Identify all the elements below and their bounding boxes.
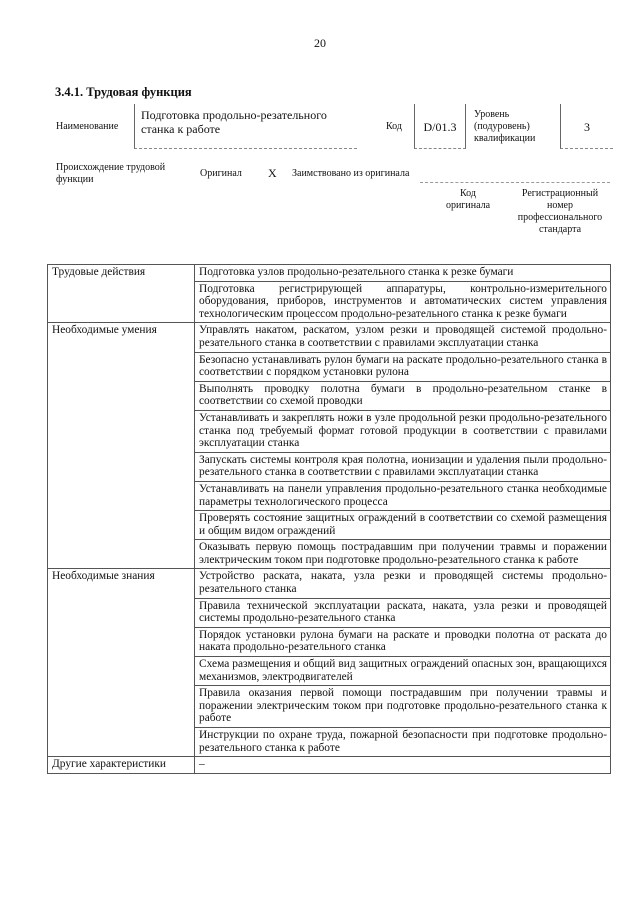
section-label-actions: Трудовые действия — [48, 265, 195, 323]
table-cell: Подготовка регистрирующей аппаратуры, контрольно-измерительного оборудования, приборов, инструментов и автоматических систем управления технологическим процессом продольно-резательного станка к резке бумаги — [195, 281, 611, 323]
original-label: Оригинал — [200, 168, 242, 179]
table-cell: Правила технической эксплуатации раската, наката, узла резки и проводящей системы продольно-резательного станка — [195, 598, 611, 627]
level-value: 3 — [584, 120, 590, 134]
section-label-skills: Необходимые умения — [48, 323, 195, 569]
table-cell: Проверять состояние защитных ограждений в соответствии со схемой размещения и общим видом ограждений — [195, 511, 611, 540]
section-label-other: Другие характеристики — [48, 757, 195, 774]
code-label: Код — [386, 121, 402, 132]
table-row — [48, 323, 611, 352]
borrowed-label: Заимствовано из оригинала — [292, 168, 410, 179]
table-cell: Запускать системы контроля края полотна, ионизации и удаления пыли продольно-резательного станка в соответствии с правилами эксплуатации станка — [195, 452, 611, 481]
section-label-knowledge: Необходимые знания — [48, 569, 195, 757]
table-row — [48, 569, 611, 598]
section-title: 3.4.1. Трудовая функция — [55, 85, 192, 99]
code-box — [414, 104, 466, 149]
table-cell: Схема размещения и общий вид защитных ограждений опасных зон, вращающихся механизмов, электродвигателей — [195, 657, 611, 686]
table-cell: Управлять накатом, раскатом, узлом резки и проводящей системой продольно-резательного станка в соответствии с правилами эксплуатации станка — [195, 323, 611, 352]
table-cell: Подготовка узлов продольно-резательного станка к резке бумаги — [195, 265, 611, 282]
code-value: D/01.3 — [423, 120, 457, 134]
origin-label: Происхождение трудовой функции — [56, 162, 166, 185]
table-cell: Инструкции по охране труда, пожарной безопасности при подготовке продольно-резательного станка к работе — [195, 728, 611, 757]
level-box — [560, 104, 613, 149]
reg-number-caption: Регистрационный номер профессионального стандарта — [517, 188, 603, 235]
page-number: 20 — [314, 36, 326, 50]
table-cell: Устанавливать на панели управления продольно-резательного станка необходимые параметры технологического процесса — [195, 481, 611, 510]
function-table — [47, 264, 611, 774]
origin-line — [420, 160, 610, 183]
function-name: Подготовка продольно-резательного станка к работе — [141, 108, 327, 136]
table-cell: Оказывать первую помощь пострадавшим при получении травмы и поражении электрическим током при подготовке продольно-резательного станка к работе — [195, 540, 611, 569]
table-cell: Правила оказания первой помощи пострадавшим при получении травмы и поражении электрическим током при подготовке продольно-резательного станка к работе — [195, 686, 611, 728]
table-cell: Устанавливать и закреплять ножи в узле продольной резки продольно-резательного станка под требуемый формат готовой продукции в соответствии с правилами эксплуатации станка — [195, 410, 611, 452]
table-cell: – — [195, 757, 611, 774]
table-cell: Безопасно устанавливать рулон бумаги на раскате продольно-резательного станка в соответствии с порядком установки рулона — [195, 352, 611, 381]
code-original-caption: Код оригинала — [445, 188, 491, 211]
name-value-box — [134, 104, 357, 149]
table-cell: Порядок установки рулона бумаги на раскате и проводки полотна от раската до наката продольно-резательного станка — [195, 627, 611, 656]
table-row — [48, 757, 611, 774]
table-cell: Устройство раската, наката, узла резки и проводящей системы продольно-резательного станка — [195, 569, 611, 598]
table-row — [48, 265, 611, 282]
table-cell: Выполнять проводку полотна бумаги в продольно-резательном станке в соответствии со схемой проводки — [195, 381, 611, 410]
name-label: Наименование — [56, 121, 119, 132]
original-mark: X — [268, 166, 277, 180]
level-label: Уровень (подуровень) квалификации — [474, 109, 536, 144]
